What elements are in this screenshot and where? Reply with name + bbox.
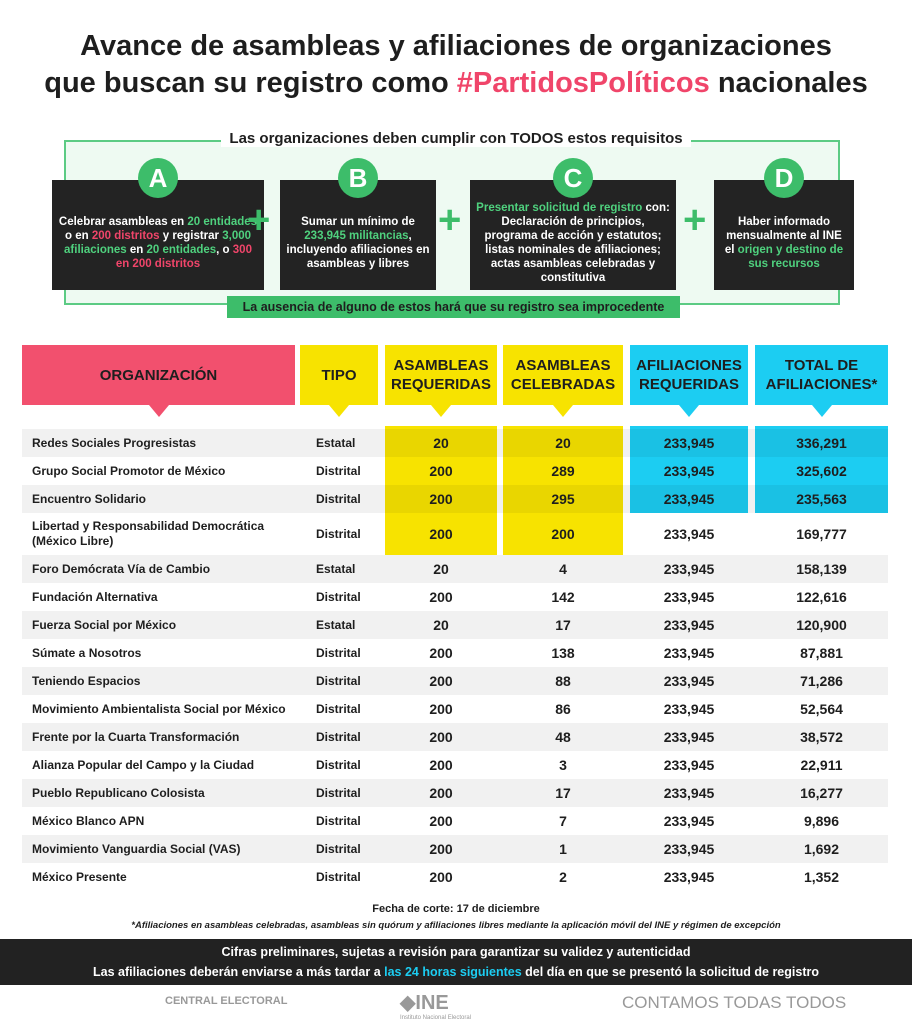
cutoff-date: Fecha de corte: 17 de diciembre [372,903,540,915]
total-affiliations: 22,911 [800,757,843,773]
required-affiliations: 233,945 [663,841,715,857]
required-affiliations: 233,945 [663,645,715,661]
type: Distrital [316,870,361,884]
held-assemblies: 20 [555,435,571,451]
required-assemblies: 20 [433,435,449,451]
held-assemblies: 3 [559,757,567,773]
required-affiliations: 233,945 [663,785,715,801]
held-assemblies: 142 [551,589,575,605]
total-affiliations: 122,616 [796,589,847,605]
total-affiliations: 16,277 [800,785,843,801]
footer-banner: Cifras preliminares, sujetas a revisión para garantizar su validez y autenticidad Las afiliaciones deberán enviarse a más tardar a las 24 horas siguientes del día en que se presentó la solicitud de registro [0,939,912,985]
requirement-letter-badge: D [764,158,804,198]
requirements-heading: Las organizaciones deben cumplir con TODOS estos requisitos [221,130,690,147]
held-assemblies: 4 [559,561,567,577]
total-affiliations: 71,286 [800,673,843,689]
requirements-warning: La ausencia de alguno de estos hará que su registro sea improcedente [227,296,680,318]
required-affiliations: 233,945 [663,561,715,577]
required-assemblies: 200 [429,757,453,773]
held-assemblies: 17 [555,785,571,801]
organization-name: Grupo Social Promotor de México [32,463,226,478]
required-assemblies: 200 [429,589,453,605]
type: Distrital [316,590,361,604]
organization-name: Teniendo Espacios [32,673,141,688]
required-affiliations: 233,945 [663,589,715,605]
organization-name: Pueblo Republicano Colosista [32,785,205,800]
column-header: ASAMBLEAS REQUERIDAS [385,345,497,405]
type: Estatal [316,618,356,632]
total-affiliations: 52,564 [800,701,843,717]
table-row [22,513,888,555]
total-affiliations: 325,602 [796,463,847,479]
required-affiliations: 233,945 [663,813,715,829]
organization-name: Foro Demócrata Vía de Cambio [32,561,211,576]
required-affiliations: 233,945 [663,757,715,773]
organization-name: Alianza Popular del Campo y la Ciudad [32,757,255,772]
total-affiliations: 1,692 [803,841,840,857]
held-assemblies: 86 [555,701,571,717]
type: Distrital [316,758,361,772]
total-affiliations: 38,572 [800,729,843,745]
requirement-card-c: Presentar solicitud de registro con: Declaración de principios, programa de acción y estatutos; listas nominales de afiliaciones; actas asambleas celebradas y constitutiva [470,180,676,290]
type: Distrital [316,527,361,541]
held-assemblies: 138 [551,645,575,661]
required-affiliations: 233,945 [663,435,715,451]
type: Distrital [316,646,361,660]
required-assemblies: 200 [429,463,453,479]
type: Distrital [316,702,361,716]
table-row [22,835,888,863]
table-row [22,611,888,639]
type: Distrital [316,730,361,744]
held-assemblies: 200 [551,526,575,542]
type: Distrital [316,464,361,478]
required-affiliations: 233,945 [663,701,715,717]
requirement-card-a: Celebrar asambleas en 20 entidades o en 200 distritos y registrar 3,000 afiliaciones en 20 entidades, o 300 en 200 distritos [52,180,264,290]
table-row [22,639,888,667]
table-row [22,485,888,513]
type: Distrital [316,492,361,506]
organization-name: México Presente [32,869,127,884]
total-affiliations: 9,896 [803,813,840,829]
table-row [22,751,888,779]
required-affiliations: 233,945 [663,617,715,633]
table-row [22,667,888,695]
total-affiliations: 120,900 [796,617,847,633]
required-affiliations: 233,945 [663,869,715,885]
column-header: AFILIACIONES REQUERIDAS [630,345,748,405]
requirement-letter-badge: A [138,158,178,198]
organization-name: Libertad y Responsabilidad Democrática (México Libre) [32,519,265,548]
type: Distrital [316,786,361,800]
organization-name: Encuentro Solidario [32,491,147,506]
held-assemblies: 7 [559,813,567,829]
held-assemblies: 1 [559,841,567,857]
column-header: ORGANIZACIÓN [22,345,295,405]
held-assemblies: 48 [555,729,571,745]
table-row [22,429,888,457]
column-header: ASAMBLEAS CELEBRADAS [503,345,623,405]
organization-name: Fundación Alternativa [32,589,158,604]
required-affiliations: 233,945 [663,729,715,745]
required-assemblies: 200 [429,869,453,885]
held-assemblies: 2 [559,869,567,885]
required-assemblies: 200 [429,491,453,507]
organization-name: Fuerza Social por México [32,617,177,632]
central-electoral-logo: CENTRAL ELECTORAL [165,995,288,1007]
required-affiliations: 233,945 [663,673,715,689]
organization-name: Movimiento Ambientalista Social por México [32,701,286,716]
requirement-card-b: Sumar un mínimo de 233,945 militancias, incluyendo afiliaciones en asambleas y libres [280,180,436,290]
footnote: *Afiliaciones en asambleas celebradas, asambleas sin quórum y afiliaciones libres mediante la aplicación móvil del INE y régimen de excepción [131,920,781,931]
column-header: TOTAL DE AFILIACIONES* [755,345,888,405]
organization-name: Redes Sociales Progresistas [32,435,197,450]
total-affiliations: 87,881 [800,645,843,661]
organization-name: Súmate a Nosotros [32,645,142,660]
organization-name: México Blanco APN [32,813,145,828]
plus-icon: + [247,198,271,242]
total-affiliations: 158,139 [796,561,847,577]
ine-logo: ◆INE Instituto Nacional Electoral [400,992,472,1021]
plus-icon: + [683,198,707,242]
total-affiliations: 235,563 [796,491,847,507]
total-affiliations: 336,291 [796,435,847,451]
required-affiliations: 233,945 [663,491,715,507]
plus-icon: + [438,198,462,242]
required-affiliations: 233,945 [663,463,715,479]
type: Estatal [316,562,356,576]
column-header: TIPO [300,345,378,405]
held-assemblies: 295 [551,491,575,507]
required-assemblies: 20 [433,561,449,577]
table-row [22,583,888,611]
required-assemblies: 200 [429,813,453,829]
required-assemblies: 200 [429,729,453,745]
required-affiliations: 233,945 [663,526,715,542]
held-assemblies: 289 [551,463,575,479]
required-assemblies: 200 [429,841,453,857]
required-assemblies: 200 [429,673,453,689]
required-assemblies: 200 [429,526,453,542]
contamos-logo: CONTAMOS TODAS TODOS [622,993,847,1012]
table-row [22,457,888,485]
requirement-letter-badge: B [338,158,378,198]
requirement-letter-badge: C [553,158,593,198]
total-affiliations: 1,352 [803,869,840,885]
table-row [22,723,888,751]
type: Estatal [316,436,356,450]
requirement-card-d: Haber informado mensualmente al INE el origen y destino de sus recursos [714,180,854,290]
organization-name: Movimiento Vanguardia Social (VAS) [32,841,241,856]
table-row [22,779,888,807]
table-row [22,863,888,891]
held-assemblies: 17 [555,617,571,633]
page-title: Avance de asambleas y afiliaciones de organizaciones que buscan su registro como #PartidosPolíticos nacionales [44,30,868,99]
required-assemblies: 200 [429,645,453,661]
held-assemblies: 88 [555,673,571,689]
type: Distrital [316,814,361,828]
total-affiliations: 169,777 [796,526,847,542]
table-row [22,807,888,835]
type: Distrital [316,674,361,688]
table-row [22,695,888,723]
table-row [22,555,888,583]
type: Distrital [316,842,361,856]
required-assemblies: 200 [429,701,453,717]
required-assemblies: 200 [429,785,453,801]
required-assemblies: 20 [433,617,449,633]
organization-name: Frente por la Cuarta Transformación [32,729,240,744]
